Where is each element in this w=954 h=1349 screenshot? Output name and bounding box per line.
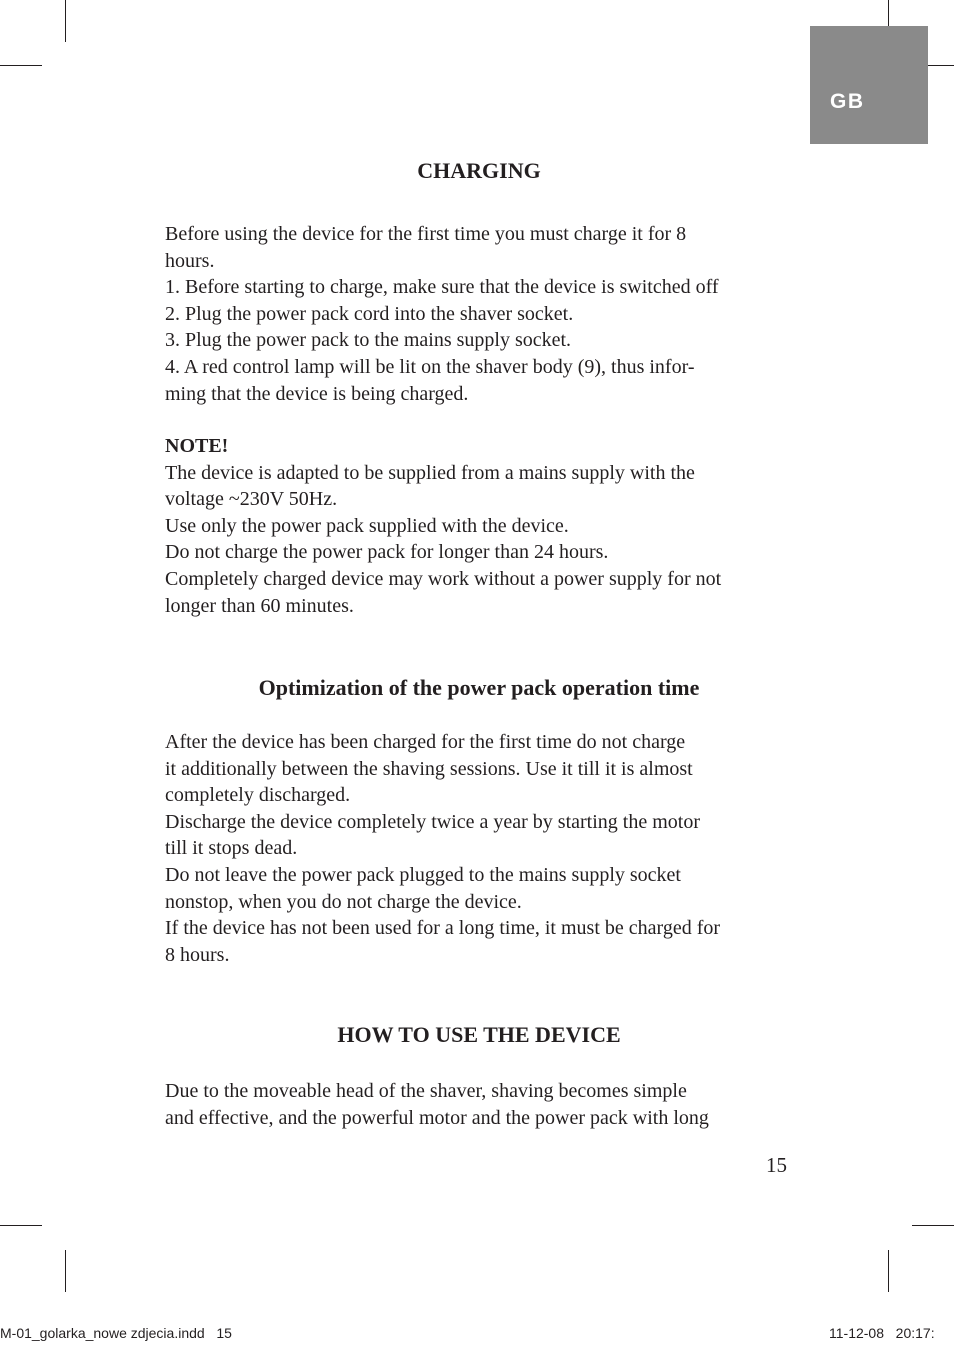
text-line: it additionally between the shaving sessions. Use it till it is almost (165, 757, 693, 780)
language-tab-label: GB (830, 90, 865, 113)
text-line: After the device has been charged for the first time do not charge (165, 731, 686, 753)
text-line: nonstop, when you do not charge the device. (165, 890, 522, 913)
text-line: ming that the device is being charged. (165, 382, 469, 405)
text-line: 3. Plug the power pack to the mains supply socket. (165, 329, 572, 352)
how-to-use-heading: HOW TO USE THE DEVICE (337, 1022, 621, 1047)
text-line: Do not leave the power pack plugged to the mains supply socket (165, 863, 681, 886)
text-line: Due to the moveable head of the shaver, shaving becomes simple (165, 1080, 687, 1102)
crop-mark (65, 1250, 66, 1292)
text-line: till it stops dead. (165, 837, 298, 860)
text-line: 4. A red control lamp will be lit on the shaver body (9), thus infor- (165, 355, 695, 378)
text-line: voltage ~230V 50Hz. (165, 488, 338, 511)
text-line: 1. Before starting to charge, make sure that the device is switched off (165, 276, 719, 299)
optimization-body (165, 729, 797, 968)
text-line: longer than 60 minutes. (165, 594, 354, 617)
slug-datetime: 11-12-08 20:17: (829, 1325, 935, 1341)
text-line: The device is adapted to be supplied from a mains supply with the (165, 461, 695, 484)
text-line: completely discharged. (165, 784, 351, 807)
charging-body (165, 221, 797, 407)
crop-mark (888, 1250, 889, 1292)
charging-heading: CHARGING (417, 158, 541, 183)
text-line: If the device has not been used for a long time, it must be charged for (165, 917, 721, 940)
how-to-use-body (165, 1078, 797, 1131)
crop-mark (0, 65, 42, 66)
crop-mark (912, 1225, 954, 1226)
text-line: Completely charged device may work without a power supply for not (165, 567, 722, 590)
text-line: Use only the power pack supplied with the device. (165, 514, 569, 537)
text-line: Do not charge the power pack for longer than 24 hours. (165, 541, 609, 564)
text-line: Discharge the device completely twice a year by starting the motor (165, 810, 700, 833)
text-line: 8 hours. (165, 943, 230, 966)
slug-filename: M-01_golarka_nowe zdjecia.indd 15 (0, 1325, 232, 1341)
text-line: hours. (165, 249, 215, 272)
note-title: NOTE! (165, 435, 229, 457)
text-line: Before using the device for the first time you must charge it for 8 (165, 223, 687, 245)
note-block (165, 433, 797, 619)
optimization-heading: Optimization of the power pack operation time (258, 675, 700, 700)
page-number: 15 (766, 1153, 787, 1177)
text-line: and effective, and the powerful motor and the power pack with long (165, 1106, 709, 1129)
language-tab (810, 26, 928, 144)
text-line: 2. Plug the power pack cord into the shaver socket. (165, 302, 574, 325)
crop-mark (0, 1225, 42, 1226)
crop-mark (65, 0, 66, 42)
